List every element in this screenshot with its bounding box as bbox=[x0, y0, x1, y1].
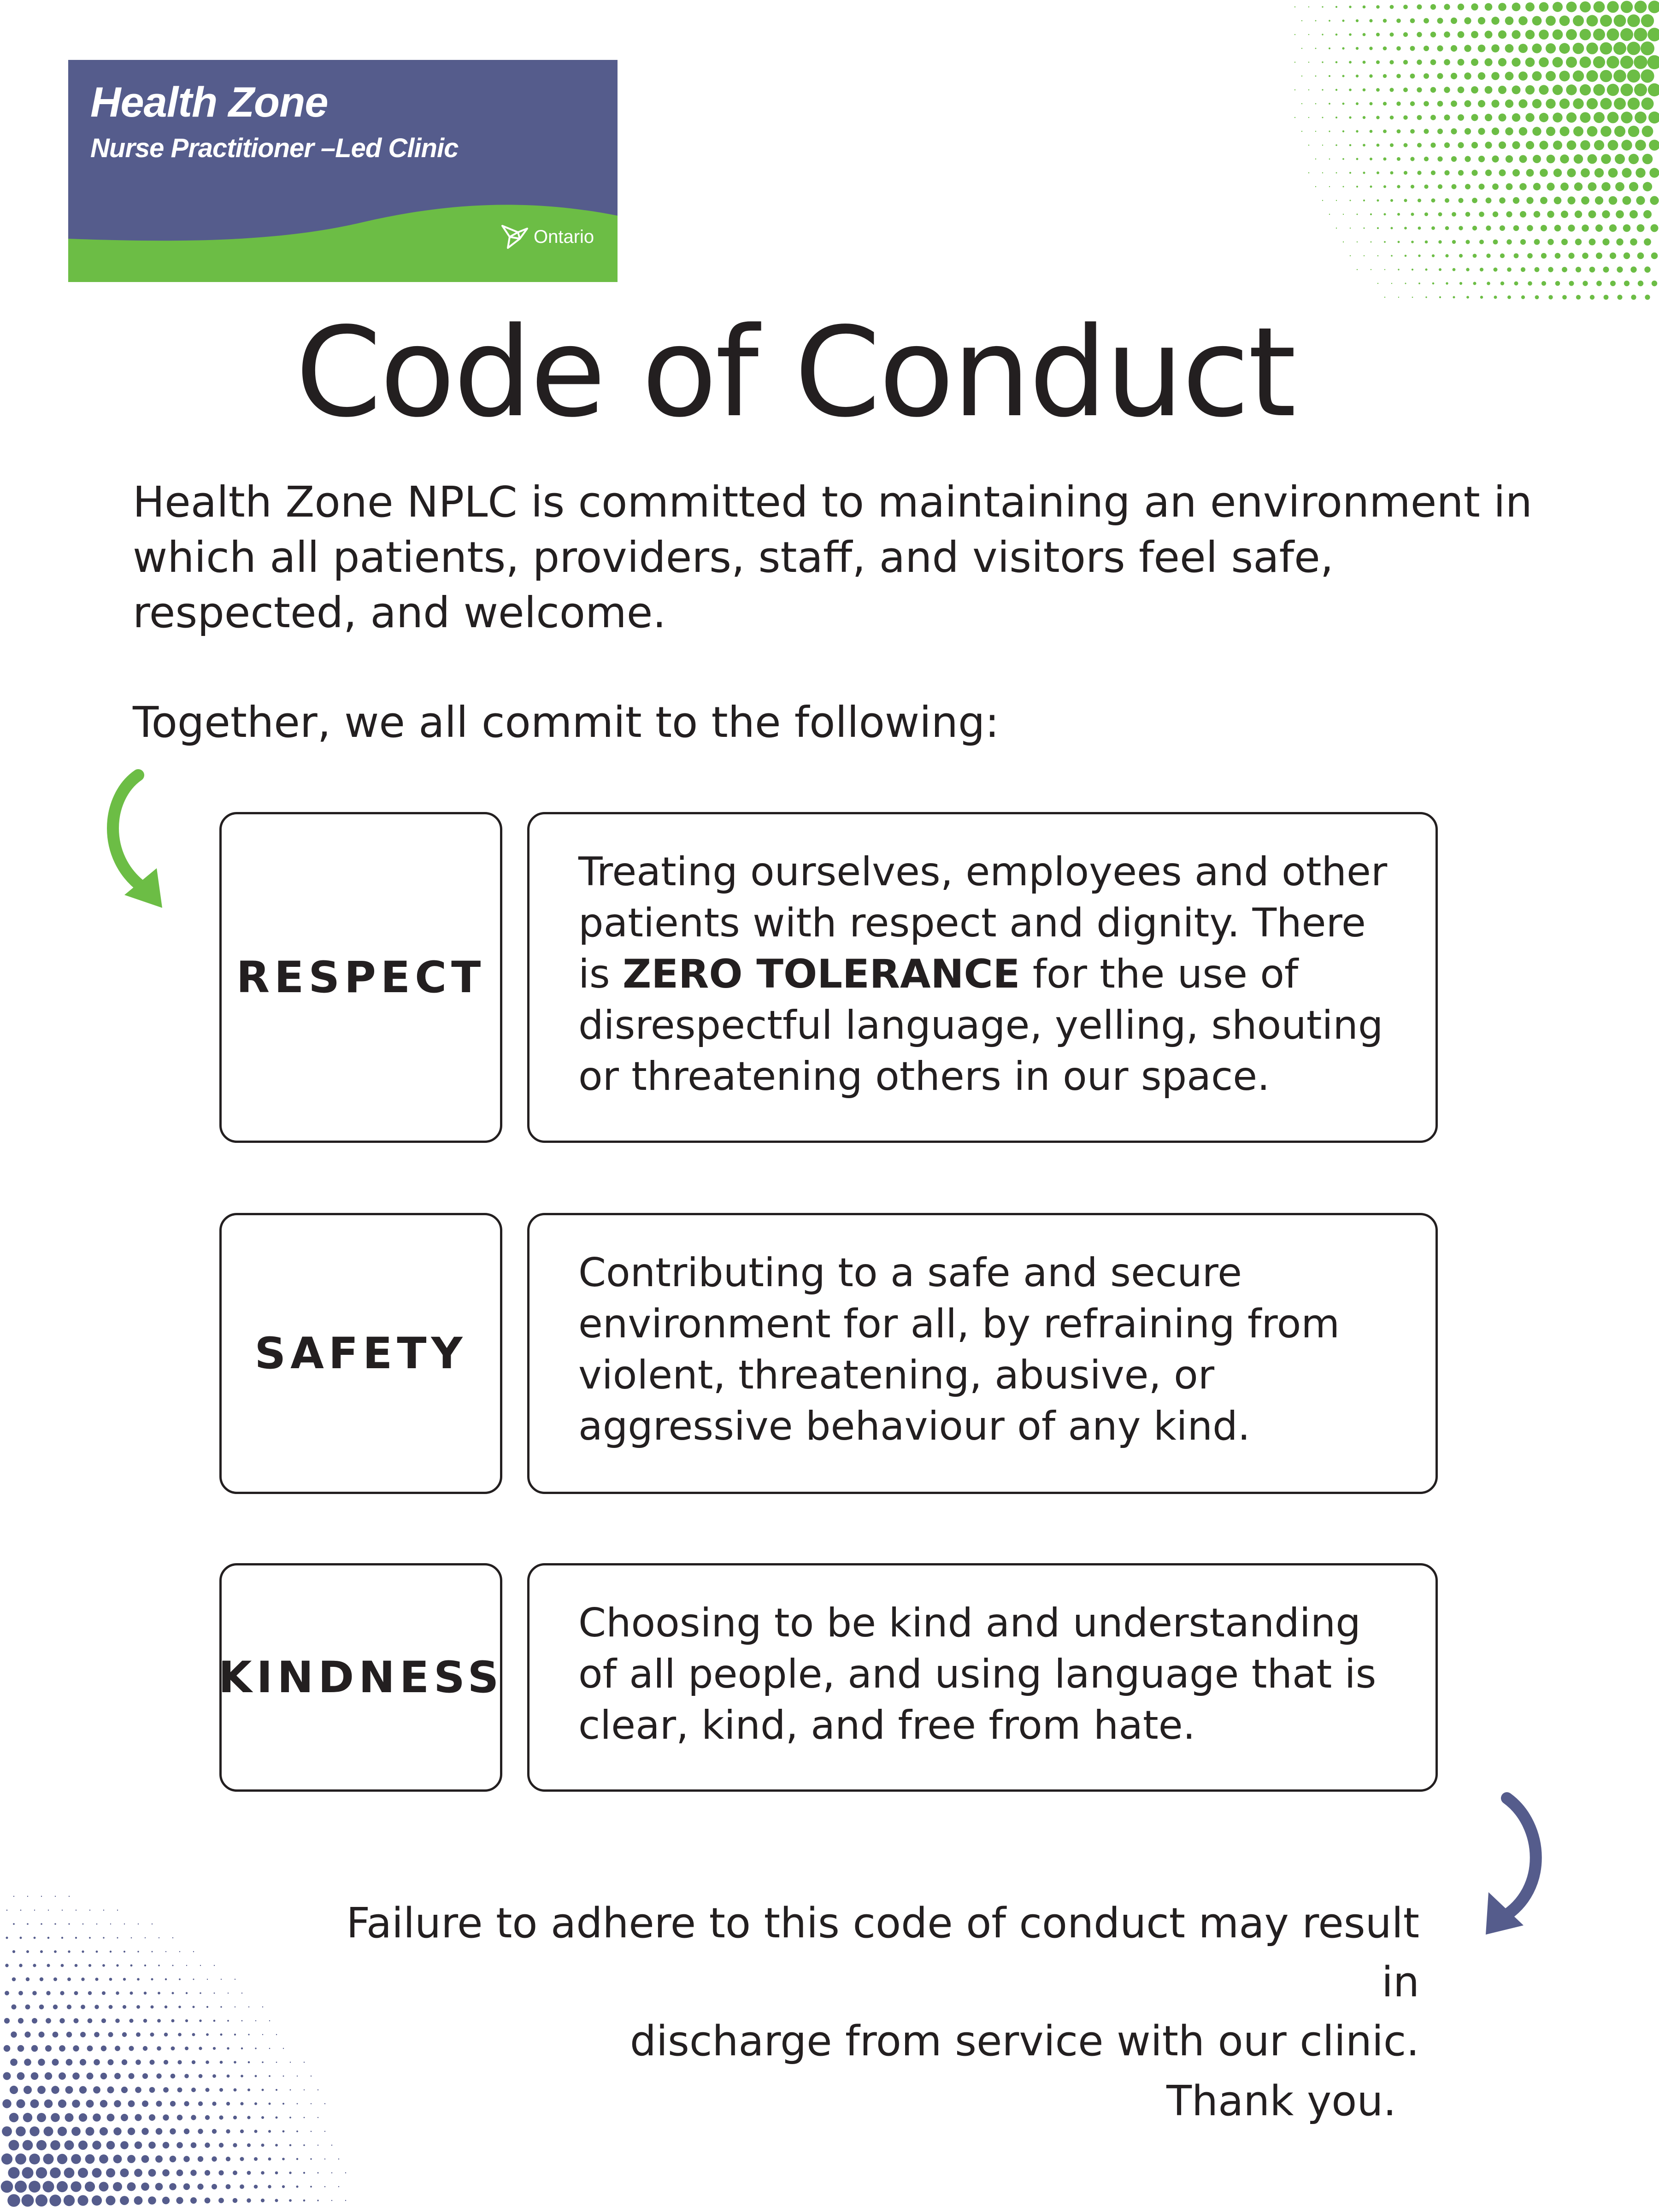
respect-description-end: for the use of disrespectful language, yelling, shouting or threatening others in our space. bbox=[578, 951, 1383, 1100]
curved-arrow-down-left-icon bbox=[1470, 1788, 1562, 1945]
value-label-respect: RESPECT bbox=[236, 952, 486, 1003]
logo-title: Health Zone bbox=[90, 79, 328, 126]
clinic-logo bbox=[68, 60, 618, 282]
value-label-safety: SAFETY bbox=[254, 1328, 467, 1379]
page-title: Code of Conduct bbox=[295, 301, 1295, 445]
halftone-dots-bottom-left bbox=[0, 1889, 359, 2212]
zero-tolerance-emphasis: ZERO TOLERANCE bbox=[623, 951, 1020, 997]
logo-subtitle: Nurse Practitioner –Led Clinic bbox=[90, 133, 459, 163]
respect-description-start: Treating ourselves, employees and other patients with respect and dignity. There is bbox=[578, 849, 1388, 997]
value-label-kindness: KINDNESS bbox=[218, 1652, 504, 1703]
value-description-respect bbox=[527, 812, 1438, 1143]
failure-notice bbox=[323, 1894, 1419, 2071]
intro-paragraph: Health Zone NPLC is committed to maintaining an environment in which all patients, providers, staff, and visitors feel safe, respected, and welcome. bbox=[133, 477, 1532, 637]
failure-notice-line-1: Failure to adhere to this code of conduct may result in bbox=[346, 1899, 1419, 2006]
value-description-safety: Contributing to a safe and secure environment for all, by refraining from violent, threatening, abusive, or aggressive behaviour of any kind. bbox=[527, 1213, 1438, 1494]
failure-notice-line-2: discharge from service with our clinic. bbox=[629, 2017, 1419, 2065]
halftone-dots-top-right bbox=[1281, 0, 1659, 304]
logo-ontario-text: Ontario bbox=[534, 227, 594, 247]
value-description-kindness: Choosing to be kind and understanding of all people, and using language that is clear, kind, and free from hate. bbox=[527, 1563, 1438, 1792]
value-label-box-respect bbox=[219, 812, 502, 1143]
value-label-box-safety bbox=[219, 1213, 502, 1494]
thank-you: Thank you. bbox=[1166, 2077, 1396, 2125]
value-label-box-kindness bbox=[219, 1563, 502, 1792]
curved-arrow-down-icon bbox=[88, 765, 180, 922]
commitment-lead-in: Together, we all commit to the following: bbox=[133, 698, 1000, 747]
ontario-trillium-icon bbox=[500, 223, 535, 252]
